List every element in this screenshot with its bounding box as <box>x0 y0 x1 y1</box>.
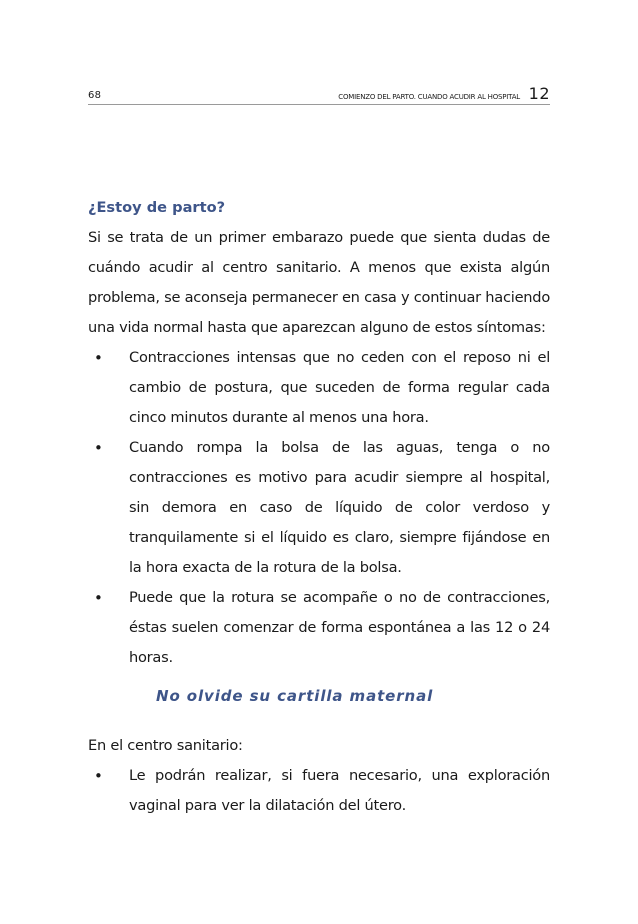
symptom-list <box>88 343 550 673</box>
list-item-text: Puede que la rotura se acompañe o no de contracciones, éstas suelen comenzar de forma espontánea a las 12 o 24 horas. <box>129 589 550 666</box>
list-item <box>88 433 550 583</box>
intro-paragraph: Si se trata de un primer embarazo puede que sienta dudas de cuándo acudir al centro sanitario. A menos que exista algún problema, se aconseja permanecer en casa y continuar haciendo una vida normal hasta que aparezcan alguno de estos síntomas: <box>88 229 550 336</box>
page-number: 68 <box>88 90 102 101</box>
section-heading: ¿Estoy de parto? <box>88 199 226 216</box>
page-content <box>88 193 550 821</box>
list-item-text: Le podrán realizar, si fuera necesario, una exploración vaginal para ver la dilatación del útero. <box>129 767 550 814</box>
chapter-number: 12 <box>528 84 550 103</box>
list-item <box>88 343 550 433</box>
bullet-icon: • <box>94 439 103 457</box>
section2-intro: En el centro sanitario: <box>88 737 243 754</box>
running-title: COMIENZO DEL PARTO. CUANDO ACUDIR AL HOSPITAL <box>338 93 520 101</box>
procedure-list <box>88 761 550 821</box>
list-item <box>88 583 550 673</box>
list-item <box>88 761 550 821</box>
reminder-callout: No olvide su cartilla maternal <box>156 687 434 705</box>
page-header <box>88 82 550 105</box>
bullet-icon: • <box>94 349 103 367</box>
bullet-icon: • <box>94 767 103 785</box>
list-item-text: Cuando rompa la bolsa de las aguas, tenga o no contracciones es motivo para acudir siempre al hospital, sin demora en caso de líquido de color verdoso y tranquilamente si el líquido es claro, siempre fijándose en la hora exacta de la rotura de la bolsa. <box>129 439 550 576</box>
list-item-text: Contracciones intensas que no ceden con el reposo ni el cambio de postura, que suceden de forma regular cada cinco minutos durante al menos una hora. <box>129 349 550 426</box>
second-section <box>88 731 550 821</box>
bullet-icon: • <box>94 589 103 607</box>
